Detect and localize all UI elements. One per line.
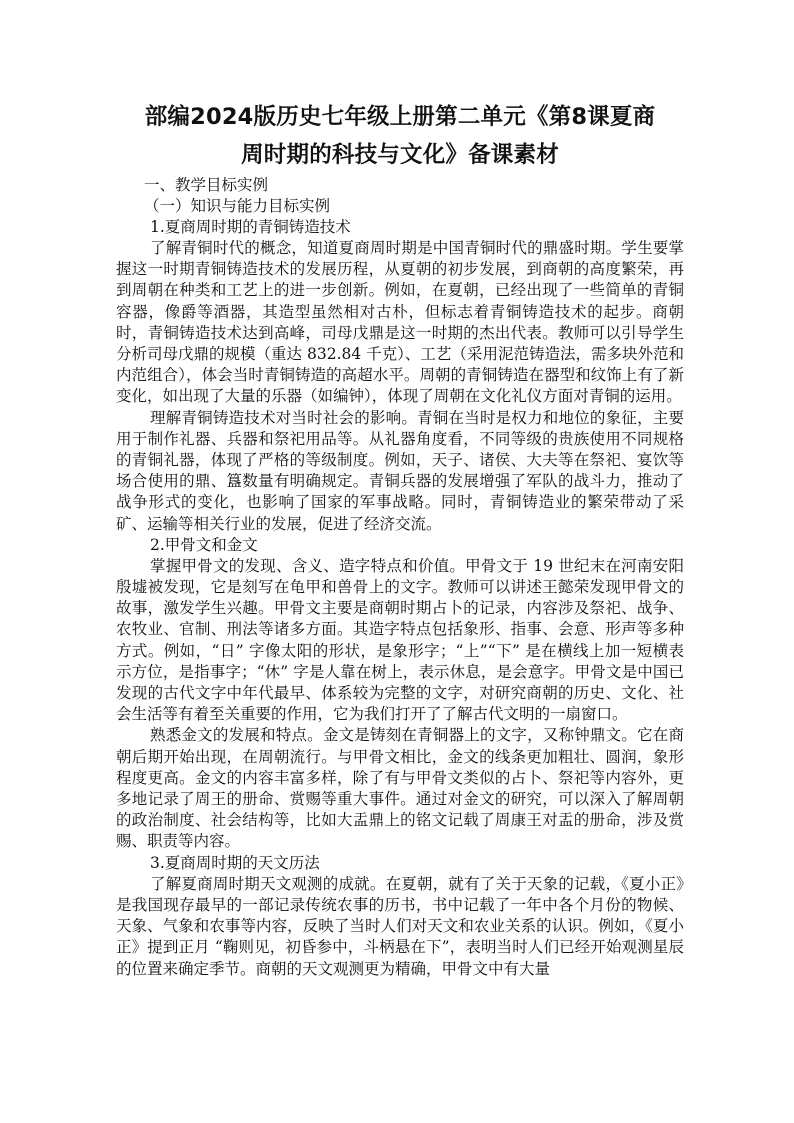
- paragraph-bronze-script: 熟悉金文的发展和特点。金文是铸刻在青铜器上的文字，又称钟鼎文。它在商朝后期开始出现，在周朝流行。与甲骨文相比，金文的线条更加粗壮、圆润，象形程度更高。金文的内容丰富多样，除了有与甲骨文类似的占卜、祭祀等内容外，更多地记录了周王的册命、赏赐等重大事件。通过对金文的研究，可以深入了解周朝的政治制度、社会结构等，比如大盂鼎上的铭文记载了周康王对盂的册命，涉及赏赐、职责等内容。: [116, 726, 684, 851]
- section-heading-astronomy: 3.夏商周时期的天文历法: [150, 853, 320, 872]
- heading-teaching-goals: 一、教学目标实例: [144, 176, 269, 194]
- paragraph-astronomy: 了解夏商周时期天文观测的成就。在夏朝，就有了关于天象的记载，《夏小正》是我国现存最早的一部记录传统农事的历书，书中记载了一年中各个月份的物候、天象、气象和农事等内容，反映了当时人们对天文和农业关系的认识。例如，《夏小正》提到正月 “鞠则见，初昏参中，斗柄悬在下”，表明当时人们已经开始观测星辰的位置来确定季节。商朝的天文观测更为精确，甲骨文中有大量: [116, 874, 684, 978]
- paragraph-oracle-script: 掌握甲骨文的发现、含义、造字特点和价值。甲骨文于 19 世纪末在河南安阳殷墟被发现，它是刻写在龟甲和兽骨上的文字。教师可以讲述王懿荣发现甲骨文的故事，激发学生兴趣。甲骨文主要是商朝时期占卜的记录，内容涉及祭祀、战争、农牧业、官制、刑法等诸多方面。其造字特点包括象形、指事、会意、形声等多种方式。例如，“日” 字像太阳的形状，是象形字；“上”“下” 是在横线上加一短横表示方位，是指事字；“休” 字是人靠在树上，表示休息，是会意字。甲骨文是中国已发现的古代文字中年代最早、体系较为完整的文字，对研究商朝的历史、文化、社会生活等有着至关重要的作用，它为我们打开了了解古代文明的一扇窗口。: [116, 556, 684, 724]
- title-line-1: 部编2024版历史七年级上册第二单元《第8课夏商: [144, 104, 656, 130]
- heading-knowledge-ability: （一）知识与能力目标实例: [144, 197, 331, 215]
- document-title: [116, 98, 684, 174]
- paragraph-bronze-2: 理解青铜铸造技术对当时社会的影响。青铜在当时是权力和地位的象征，主要用于制作礼器、兵器和祭祀用品等。从礼器角度看，不同等级的贵族使用不同规格的青铜礼器，体现了严格的等级制度。例如，天子、诸侯、大夫等在祭祀、宴饮等场合使用的鼎、簋数量有明确规定。青铜兵器的发展增强了军队的战斗力，推动了战争形式的变化，也影响了国家的军事战略。同时，青铜铸造业的繁荣带动了采矿、运输等相关行业的发展，促进了经济交流。: [116, 408, 684, 533]
- paragraph-bronze-1: 了解青铜时代的概念，知道夏商周时期是中国青铜时代的鼎盛时期。学生要掌握这一时期青铜铸造技术的发展历程，从夏朝的初步发展，到商朝的高度繁荣，再到周朝在种类和工艺上的进一步创新。例如，在夏朝，已经出现了一些简单的青铜容器，像爵等酒器，其造型虽然相对古朴，但标志着青铜铸造技术的起步。商朝时，青铜铸造技术达到高峰，司母戊鼎是这一时期的杰出代表。教师可以引导学生分析司母戊鼎的规模（重达 832.84 千克）、工艺（采用泥范铸造法，需多块外范和内范组合），体会当时青铜铸造的高超水平。周朝的青铜铸造在器型和纹饰上有了新变化，如出现了大量的乐器（如编钟），体现了周朝在文化礼仪方面对青铜的运用。: [116, 239, 684, 406]
- section-heading-bronze: 1.夏商周时期的青铜铸造技术: [150, 218, 351, 236]
- document-body: [116, 175, 684, 980]
- section-heading-oracle-bronze-script: 2.甲骨文和金文: [150, 535, 258, 554]
- title-line-2: 周时期的科技与文化》备课素材: [241, 142, 559, 168]
